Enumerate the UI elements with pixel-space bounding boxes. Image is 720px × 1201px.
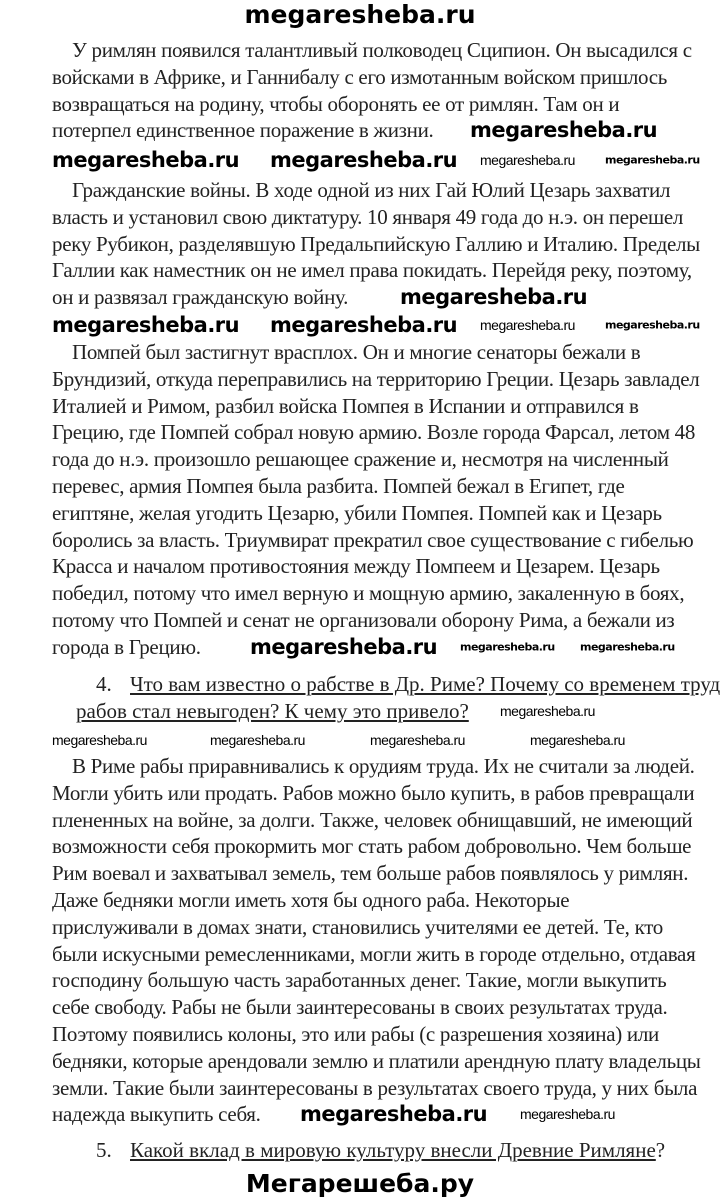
question-text [130,1138,665,1162]
watermark: megaresheba.ru [270,313,458,337]
text-line: У римлян появился талантливый полководец Сципион. Он высадился с [72,38,692,62]
text-line: Гражданские войны. В ходе одной из них Гай Юлий Цезарь захватил [72,178,671,202]
text-line: власть и установил свою диктатуру. 10 января 49 года до н.э. он перешел [52,204,684,229]
watermark: megaresheba.ru [605,318,700,332]
question-mark: ? [655,1138,666,1162]
text-line: победил, потому что имел верную и мощную армию, закаленную в боях, [52,581,685,606]
watermark: megaresheba.ru [470,118,658,142]
watermark: megaresheba.ru [605,153,700,167]
text-line: себе свободу. Рабы не были заинтересованы в своих результатах труда. [52,995,668,1020]
watermark: megaresheba.ru [580,640,675,654]
text-line: земли. Такие были заинтересованы в результатах своего труда, у них была [52,1075,698,1100]
text-line: Брундизий, откуда переправились на территорию Греции. Цезарь завладел [52,366,700,391]
text-line: перевес, армия Помпея была разбита. Помпей бежал в Египет, где [52,474,625,498]
text-line: потерпел единственное поражение в жизни. [52,118,434,143]
text-line: возможности себя прокормить мог стать рабом добровольно. Чем больше [52,834,692,859]
text-line: Италией и Римом, разбил войска Помпея в Испании и отправился в [52,393,639,418]
text-line: Красса и началом противостояния между Помпеем и Цезарем. Цезарь [52,554,660,579]
text-line: господину большую часть заработанных денег. Такие, могли выкупить [52,968,667,993]
site-header[interactable]: megaresheba.ru [244,0,476,29]
text-line: бедняки, которые арендовали землю и платили арендную плату владельцы [52,1048,701,1073]
text-line: он и развязал гражданскую войну. [52,285,349,310]
text-line: возвращаться на родину, чтобы оборонять ее от римлян. Там он и [52,91,620,116]
text-line: войсками в Африке, и Ганнибалу с его измотанным войском пришлось [52,64,668,89]
watermark: megaresheba.ru [250,635,438,659]
text-line: надежда выкупить себя. [52,1102,261,1127]
text-line: Даже бедняки могли иметь хотя бы одного раба. Некоторые [52,888,570,912]
watermark: megaresheba.ru [300,1102,488,1126]
text-line: египтяне, желая угодить Цезарю, убили Помпея. Помпей как и Цезарь [52,500,662,525]
text-line: Помпей был застигнут врасплох. Он и многие сенаторы бежали в [72,340,641,364]
watermark: megaresheba.ru [530,732,625,748]
watermark: megaresheba.ru [480,317,575,333]
text-line: Могли убить или продать. Рабов можно было купить, в рабов превращали [52,780,695,805]
question-number: 5. [96,1138,112,1162]
text-line: года до н.э. произошло решающее сражение и, несмотря на численный [52,447,669,472]
watermark: megaresheba.ru [52,148,240,172]
text-line: города в Грецию. [52,634,201,659]
text-line: были искусными ремесленниками, могли жить в городе отдельно, отдавая [52,941,696,966]
site-footer[interactable]: Мегарешеба.ру [245,1169,475,1198]
text-line: боролись за власть. Триумвират прекратил свое существование с гибелью [52,527,694,552]
watermark: megaresheba.ru [370,732,465,748]
watermark: megaresheba.ru [270,148,458,172]
text-line: Рим воевал и захватывал земель, тем больше рабов появлялось у римлян. [52,861,689,886]
watermark: megaresheba.ru [500,703,595,719]
text-line: Галлии как наместник он не имел права покидать. Перейдя реку, поэтому, [52,258,692,283]
watermark: megaresheba.ru [52,732,147,748]
watermark: megaresheba.ru [400,285,588,309]
watermark: megaresheba.ru [52,313,240,337]
question-number: 4. [96,672,112,696]
text-line: потому что Помпей и сенат не организовали оборону Рима, а бежали из [52,608,675,632]
question-text-underlined: Какой вклад в мировую культуру внесли Древние Римляне [130,1138,656,1162]
watermark: megaresheba.ru [480,152,575,168]
watermark: megaresheba.ru [520,1106,615,1122]
text-line: Грецию, где Помпей собрал новую армию. Возле города Фарсал, летом 48 [52,420,696,445]
question-text: рабов стал невыгоден? К чему это привело? [76,699,469,723]
text-line: Поэтому появились колоны, это или рабы (с разрешения хозяина) или [52,1022,659,1046]
text-line: прислуживали в домах знати, становились учителями ее детей. Те, кто [52,914,664,939]
watermark: megaresheba.ru [460,640,555,654]
text-line: В Риме рабы приравнивались к орудиям труда. Их не считали за людей. [72,754,695,778]
watermark: megaresheba.ru [210,732,305,748]
text-line: реку Рубикон, разделявшую Предальпийскую Галлию и Италию. Пределы [52,231,700,256]
question-text: Что вам известно о рабстве в Др. Риме? Почему со временем труд [130,672,720,696]
text-line: плененных на войне, за долги. Также, человек обнищавший, не имеющий [52,807,693,832]
